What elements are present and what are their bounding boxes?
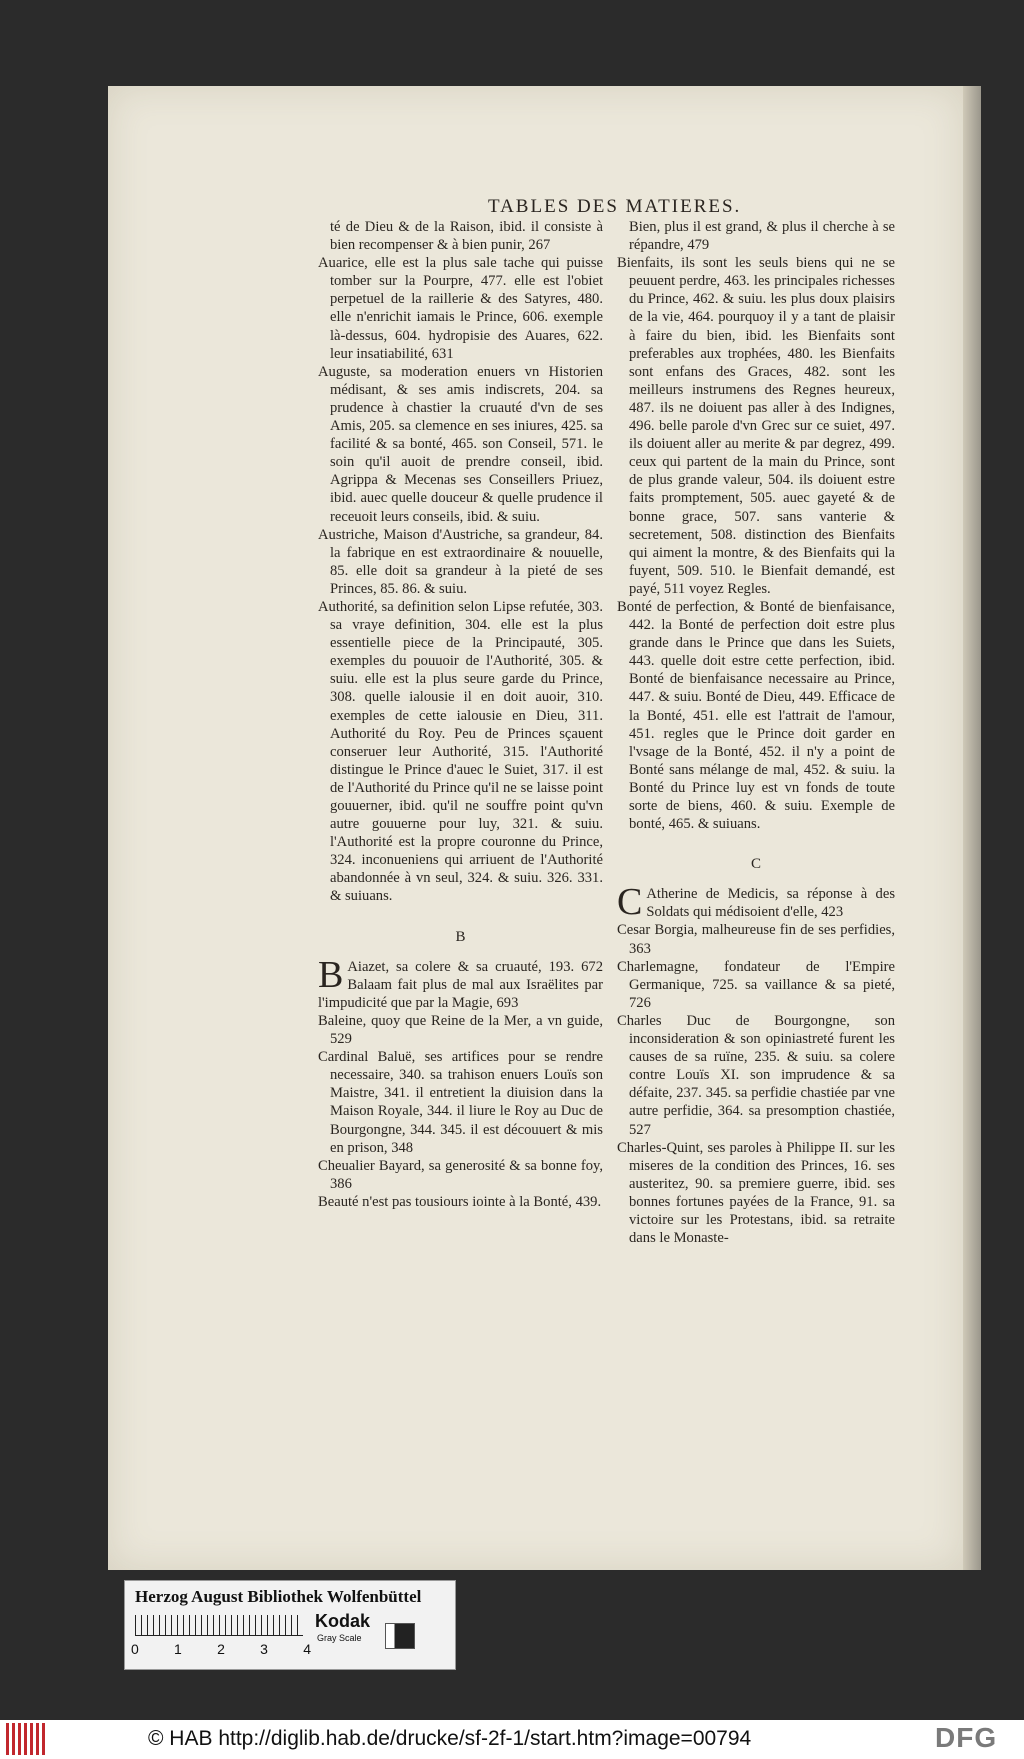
index-entry: Austriche, Maison d'Austriche, sa grandeur, 84. la fabrique en est extraordinaire & nouuelle, 85. elle doit sa grandeur à la pieté de ses Princes, 85. 86. & suiu. (318, 526, 603, 597)
gray-scale-label: Gray Scale (317, 1633, 362, 1643)
index-entry: Charles-Quint, ses paroles à Philippe II. sur les miseres de la condition des Princes, 16. ses austeritez, 90. sa premiere guerre, ibid. ses bonnes fortunes payées de la France, 91. sa victoire sur les Protestans, ibid. sa retraite dans le Monaste- (617, 1139, 895, 1247)
index-entry: té de Dieu & de la Raison, ibid. il consiste à bien recompenser & à bien punir, 267 (330, 219, 603, 254)
index-entry: Charles Duc de Bourgongne, son inconsideration & son opiniastreté furent les causes de sa ruïne, 235. & suiu. sa colere contre Louïs XI. son imprudence & sa défaite, 237. 345. sa perfidie chastiée par vne autre perfidie, 364. sa presomption chastiée, 527 (617, 1012, 895, 1138)
ruler-number: 1 (174, 1641, 182, 1657)
right-column (617, 218, 895, 1247)
page-edge (963, 86, 981, 1570)
hab-logo-icon (6, 1723, 46, 1755)
index-entry: Bien, plus il est grand, & plus il cherche à se répandre, 479 (629, 219, 895, 254)
ruler-number: 4 (303, 1641, 311, 1657)
footer-link[interactable]: © HAB http://diglib.hab.de/drucke/sf-2f-1/start.htm?image=00794 (148, 1727, 752, 1750)
index-entry (318, 953, 603, 1012)
ruler-number: 3 (260, 1641, 268, 1657)
left-column (318, 218, 603, 1211)
index-entry: Baleine, quoy que Reine de la Mer, a vn guide, 529 (318, 1012, 603, 1048)
index-entry-text: Atherine de Medicis, sa réponse à des Soldats qui médisoient d'elle, 423 (646, 886, 895, 921)
section-letter-b: B (455, 928, 466, 945)
index-entry: Auguste, sa moderation enuers vn Historien médisant, & ses amis indiscrets, 204. sa prudence à chastier la cruauté d'vn de ses Amis, 205. sa clemence en ses iniures, 425. sa facilité & sa bonté, 465. son Conseil, 571. le soin qu'il auoit de prendre conseil, ibid. Agrippa & Mecenas ses Conseillers Priuez, ibid. auec quelle douceur & quelle prudence il receuoit leurs conseils, ibid. & suiu. (318, 363, 603, 525)
scale-ruler (135, 1615, 303, 1636)
ruler-number: 0 (131, 1641, 139, 1657)
section-letter-c: C (750, 856, 761, 873)
index-entry (617, 881, 895, 924)
index-entry-text: Aiazet, sa colere & sa cruauté, 193. 672 Balaam fait plus de mal aux Israëlites par l'impudicité que par la Magie, 693 (318, 958, 603, 1011)
index-entry: Authorité, sa definition selon Lipse refutée, 303. sa vraye definition, 304. elle est la plus essentielle piece de la Principauté, 305. exemples du pouuoir de l'Authorité, 305. & suiu. elle est la plus seure garde du Prince, 308. quelle ialousie il en doit auoir, 310. exemples de cette ialousie en Dieu, 311. Authorité du Roy. Peu de Princes sçauent conseruer leur Authorité, 315. l'Authorité distingue le Prince d'auec le Suiet, 317. il est de l'Authorité du Prince qu'il ne se laisse point gouuerner, ibid. qu'il ne souffre point qu'vn autre gouuerne pour luy, 321. & suiu. l'Authorité est la propre couronne du Prince, 324. inconueniens qui arriuent de l'Authorité abandonnée à vn seul, 324. & suiu. 326. 331. & suiuans. (318, 598, 603, 905)
index-entry: Beauté n'est pas tousiours iointe à la Bonté, 439. (318, 1193, 602, 1210)
dropcap-b: B (318, 953, 344, 996)
color-calibration-card (124, 1580, 456, 1670)
index-entry: Cardinal Baluë, ses artifices pour se rendre necessaire, 340. sa trahison enuers Louïs son Maistre, 341. il entretient la diuision dans la Maison Royale, 344. il liure le Roy au Duc de Bourgongne, 344. 345. il est découuert & mis en prison, 348 (318, 1049, 603, 1156)
ruler-numbers (131, 1641, 311, 1657)
index-entry: Cheualier Bayard, sa generosité & sa bonne foy, 386 (318, 1157, 603, 1192)
library-name: Herzog August Bibliothek Wolfenbüttel (135, 1587, 422, 1606)
kodak-logo: Kodak (315, 1611, 371, 1631)
dfg-logo: DFG (935, 1722, 998, 1753)
index-entry: Auarice, elle est la plus sale tache qui puisse tomber sur la Pourpre, 477. elle est l'obiet perpetuel de la raillerie & des Satyres, 480. elle n'enrichit iamais le Prince, 606. exemple là-dessus, 604. hydropisie des Auares, 622. leur insatiabilité, 631 (318, 255, 603, 362)
page-header: TABLES DES MATIERES. (488, 196, 742, 217)
ruler-number: 2 (217, 1641, 225, 1657)
index-entry: Charlemagne, fondateur de l'Empire Germanique, 725. sa vaillance & sa pieté, 726 (617, 958, 895, 1011)
dropcap-c: C (617, 881, 643, 924)
index-entry: Bienfaits, ils sont les seuls biens qui ne se peuuent perdre, 463. les principales richesses du Prince, 462. & suiu. les plus doux plaisirs de la vie, 464. pourquoy il y a tant de plaisir à faire du bien, ibid. les Bienfaits sont preferables aux trophées, 480. les Bienfaits sont enfans des Graces, 482. sont les meilleurs instrumens des Regnes heureux, 487. ils ne doiuent pas aller à des Indignes, 496. belle parole d'vn Grec sur ce suiet, 497. ils doiuent aller au merite & par degrez, 499. ceux qui partent de la main du Prince, sont de plus grande valeur, 504. ils doiuent estre faits promptement, 505. auec gayeté & de bonne grace, 507. sans vanterie & secretement, 508. distinction des Bienfaits qui aiment la montre, & des Bienfaits qui la fuyent, 509. 510. le Bienfait demandé, est payé, 511 voyez Regles. (617, 255, 895, 597)
gray-swatch (385, 1623, 415, 1649)
index-entry: Cesar Borgia, malheureuse fin de ses perfidies, 363 (617, 922, 895, 957)
index-entry: Bonté de perfection, & Bonté de bienfaisance, 442. la Bonté de perfection doit estre plus grande dans le Prince que dans les Suiets, 443. quelle doit estre cette perfection, ibid. Bonté de bienfaisance necessaire au Prince, 447. & suiu. Bonté de Dieu, 449. Efficace de la Bonté, 451. elle est l'attrait de l'amour, 451. regles que le Prince doit garder en l'vsage de la Bonté, 452. il n'y a point de Bonté sans mélange de mal, 452. & suiu. la Bonté du Prince luy est vn fonds de toute sorte de biens, 460. & suiu. Exemple de bonté, 465. & suiuans. (617, 598, 895, 833)
